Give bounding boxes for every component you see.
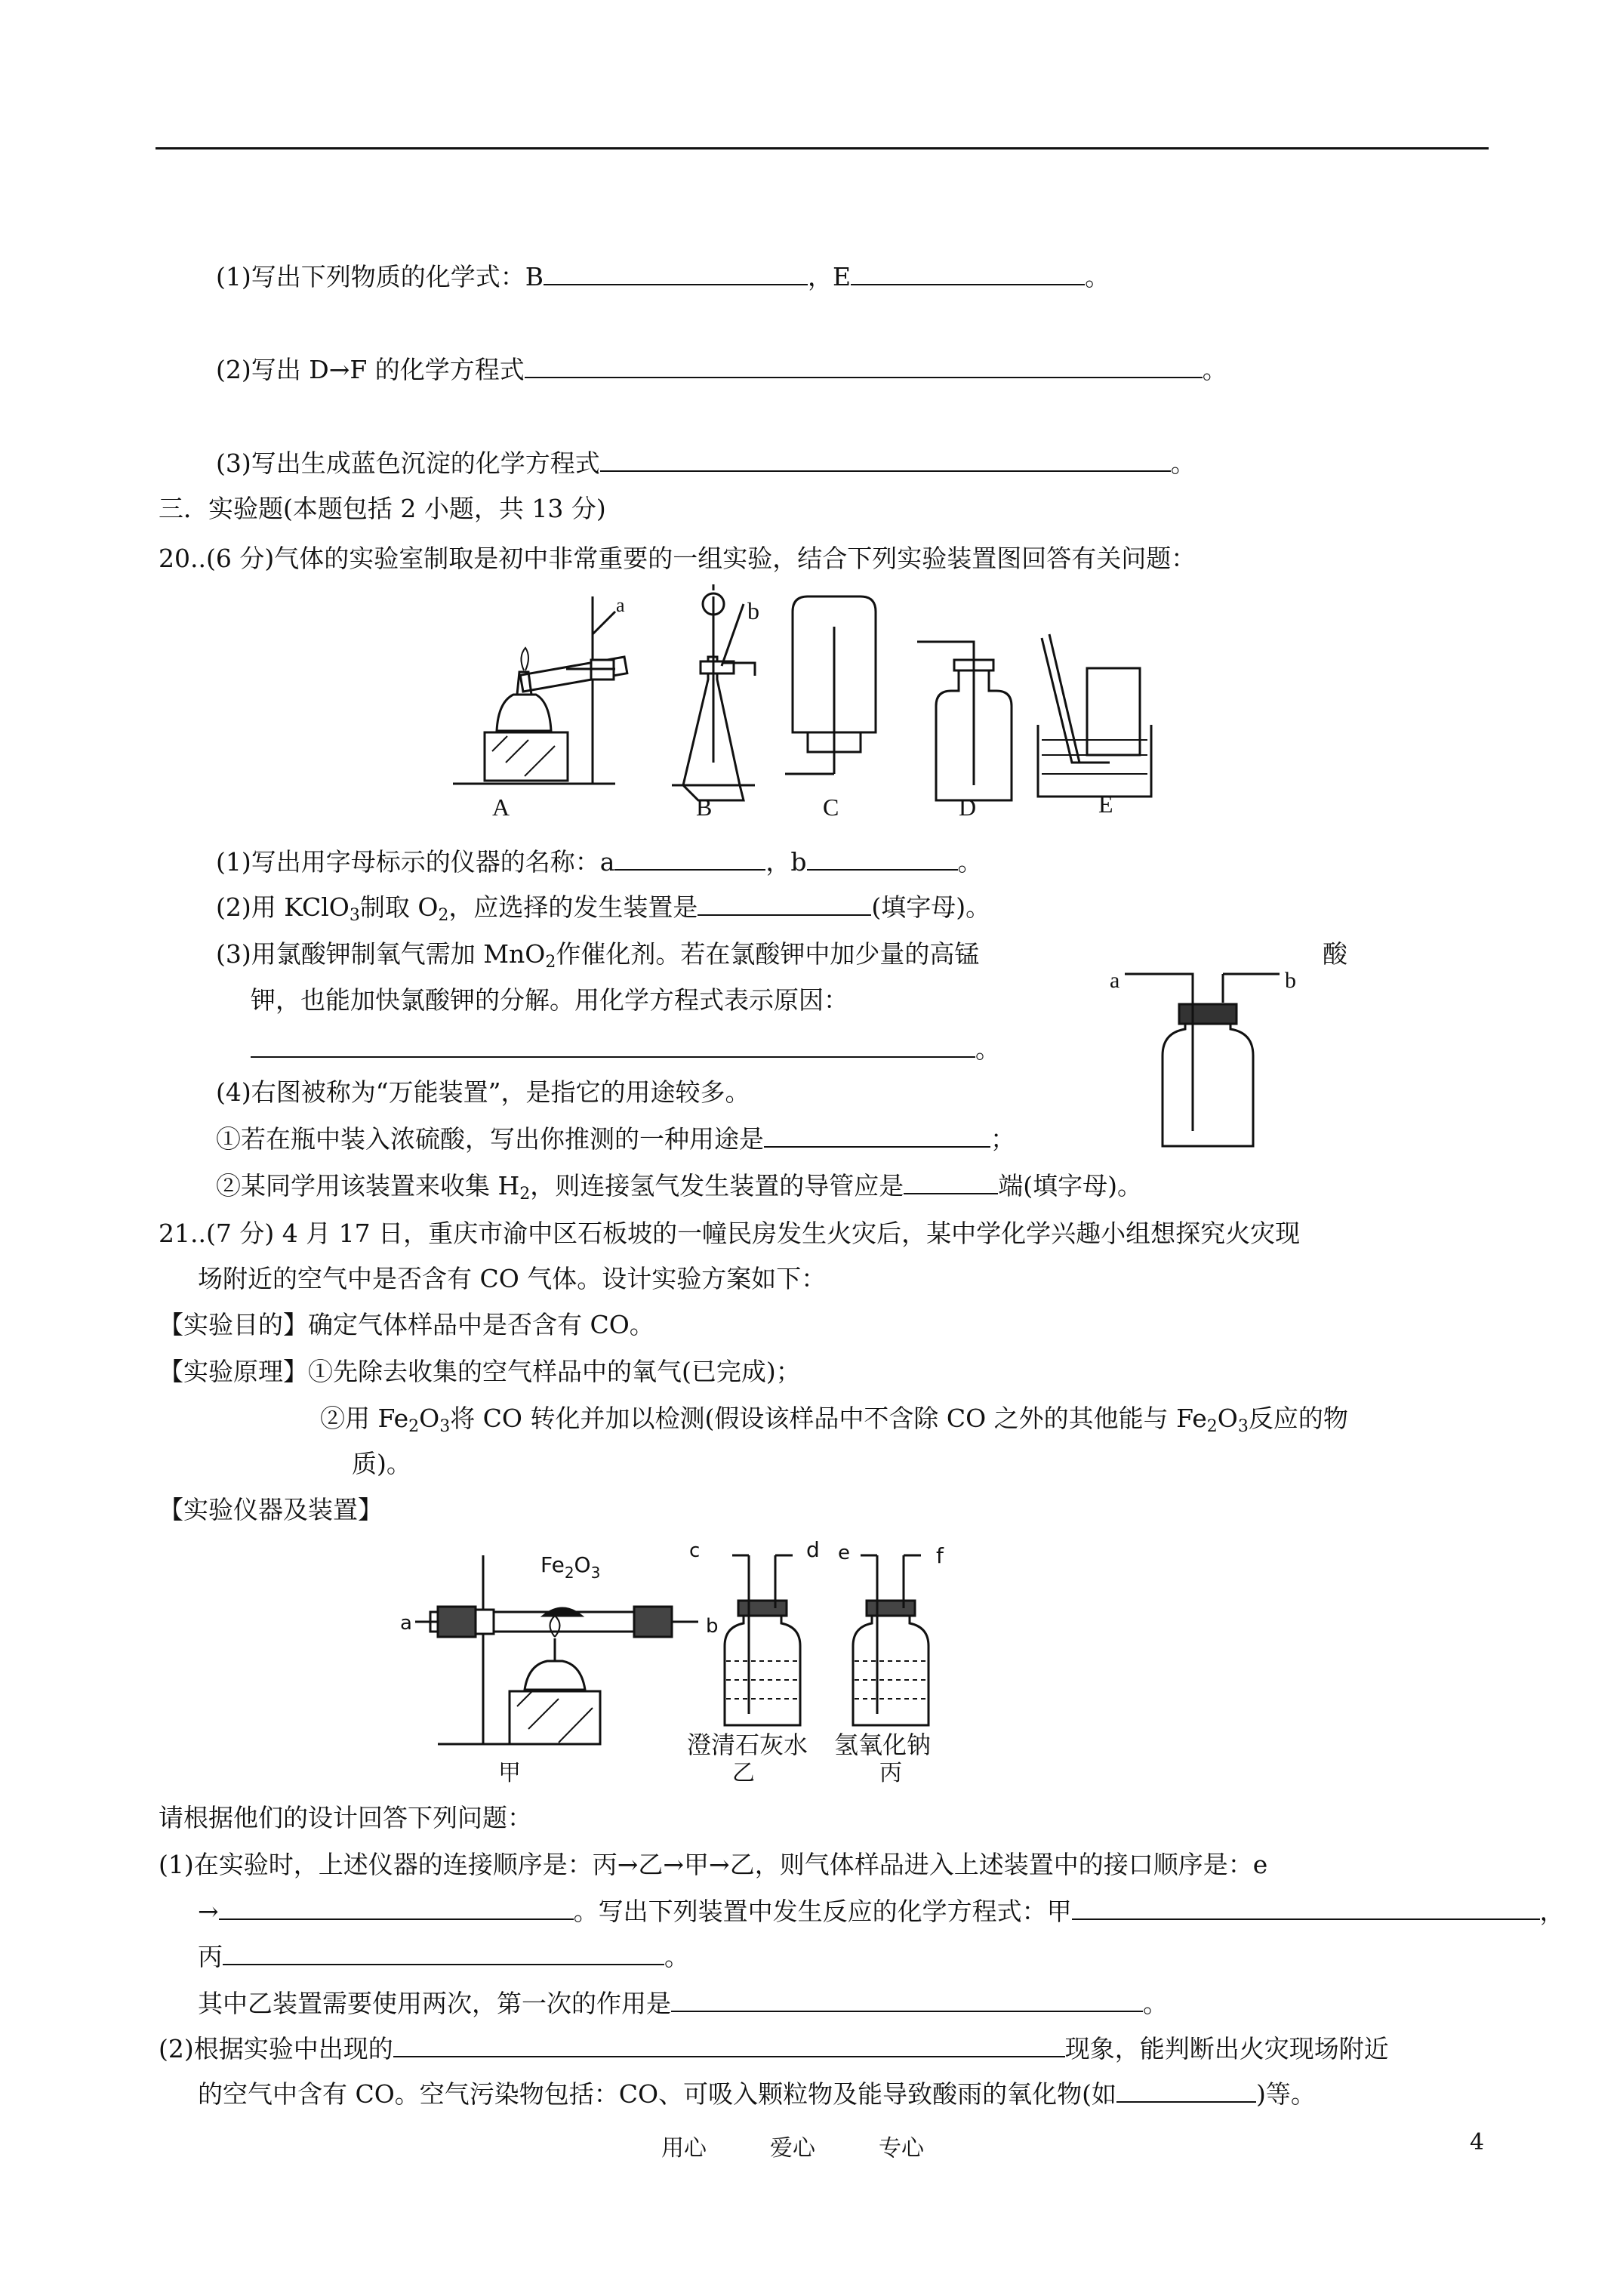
page-number: 4	[1470, 2129, 1485, 2156]
q20-part1: (1)写出用字母标示的仪器的名称：a ，b 。	[216, 847, 983, 877]
q19-part2: (2)写出 D→F 的化学方程式 。	[216, 355, 1227, 384]
q19-part1: (1)写出下列物质的化学式：B ，E 。	[216, 262, 1110, 291]
q21-part1-line4: 其中乙装置需要使用两次，第一次的作用是 。	[198, 1989, 1168, 2018]
label-B: B	[696, 794, 713, 821]
limewater-label: 澄清石灰水	[687, 1730, 808, 1759]
label-yi: 乙	[732, 1760, 755, 1786]
apparatus-b	[672, 584, 755, 800]
bottle-label-a: a	[1110, 968, 1120, 993]
q21-part1-line1: (1)在实验时，上述仪器的连接顺序是：丙→乙→甲→乙，则气体样品进入上述装置中的接口顺序是：e	[159, 1850, 1268, 1879]
label-C: C	[823, 794, 839, 821]
q19-part3: (3)写出生成蓝色沉淀的化学方程式 。	[216, 448, 1196, 478]
apparatus-d	[917, 642, 1012, 800]
apparatus-jia	[415, 1555, 698, 1744]
answer-blank[interactable]	[904, 1170, 998, 1194]
label-c: c	[689, 1540, 701, 1562]
answer-blank[interactable]	[219, 1896, 574, 1920]
footer-motto-1: 用心	[661, 2135, 707, 2162]
q21-principle3: 质)。	[352, 1449, 411, 1478]
footer-motto-2: 爱心	[770, 2135, 815, 2162]
answer-blank[interactable]	[223, 1941, 664, 1965]
answer-blank[interactable]	[671, 1988, 1143, 2012]
q20-part3-line1-end: 酸	[1323, 939, 1347, 969]
apparatus-bing	[853, 1555, 929, 1725]
label-jia: 甲	[498, 1760, 521, 1786]
label-b: b	[747, 597, 759, 624]
label-bing: 丙	[879, 1760, 902, 1786]
label-E: E	[1098, 791, 1113, 818]
q20-part4: (4)右图被称为“万能装置”，是指它的用途较多。	[216, 1077, 750, 1107]
answer-blank[interactable]	[764, 1123, 990, 1148]
q20-part3-line1: (3)用氯酸钾制氧气需加 MnO$_2$作催化剂。若在氯酸钾中加少量的高锰	[216, 939, 980, 972]
header-rule	[156, 147, 1489, 149]
answer-blank[interactable]	[1116, 2079, 1256, 2103]
answer-blank[interactable]	[393, 2033, 1065, 2057]
naoh-label: 氢氧化钠	[834, 1730, 932, 1759]
q21-stem-line1: 21..(7 分) 4 月 17 日，重庆市渝中区石板坡的一幢民房发生火灾后，某中学化学兴趣小组想探究火灾现	[159, 1219, 1301, 1248]
q20-part3-line3: 。	[251, 1033, 1000, 1066]
q21-apparatus-heading: 【实验仪器及装置】	[159, 1495, 383, 1524]
q21-purpose: 【实验目的】确定气体样品中是否含有 CO。	[159, 1310, 654, 1339]
q20-part2: (2)用 KClO$_3$制取 $O_2$，应选择的发生装置是 (填字母)。	[216, 892, 991, 925]
q21-stem-line2: 场附近的空气中是否含有 CO 气体。设计实验方案如下：	[198, 1264, 827, 1293]
apparatus-a	[453, 596, 627, 784]
answer-blank[interactable]	[600, 448, 1171, 472]
label-b: b	[706, 1615, 719, 1638]
apparatus-c	[785, 596, 876, 774]
answer-blank[interactable]	[807, 846, 958, 871]
q21-part1-line3: 丙 。	[198, 1942, 689, 1971]
label-f: f	[936, 1543, 944, 1568]
footer-motto-3: 专心	[879, 2135, 924, 2162]
q21-ask: 请根据他们的设计回答下列问题：	[159, 1803, 532, 1832]
label-e: e	[838, 1542, 850, 1564]
q20-part3-line2: 钾，也能加快氯酸钾的分解。用化学方程式表示原因：	[251, 985, 848, 1015]
q21-part1-line2: → 。写出下列装置中发生反应的化学方程式：甲 ，	[198, 1897, 1565, 1926]
apparatus-e	[1038, 634, 1151, 797]
q21-principle2: ②用 $Fe_2O_3$将 CO 转化并加以检测(假设该样品中不含除 CO 之外的其他能与 $Fe_2O_3$反应的物	[320, 1404, 1348, 1436]
fe2o3-label: $Fe_2O_3$	[540, 1552, 601, 1582]
answer-blank[interactable]	[698, 892, 871, 916]
answer-blank[interactable]	[251, 1034, 975, 1058]
q20-part4b: ②某同学用该装置来收集 $H_2$，则连接氢气发生装置的导管应是 端(填字母)。	[216, 1171, 1143, 1203]
label-a: a	[616, 594, 625, 616]
q21-part2-line2: 的空气中含有 CO。空气污染物包括：CO、可吸入颗粒物及能导致酸雨的氧化物(如 )等。	[198, 2079, 1316, 2109]
answer-blank[interactable]	[525, 354, 1203, 378]
label-d: d	[806, 1540, 820, 1562]
q20-apparatus-figure	[453, 581, 1155, 834]
answer-blank[interactable]	[614, 846, 765, 871]
answer-blank[interactable]	[851, 261, 1085, 285]
q21-principle1: 【实验原理】①先除去收集的空气样品中的氧气(已完成)；	[159, 1357, 801, 1386]
universal-bottle-figure	[1110, 957, 1306, 1154]
q21-part2-line1: (2)根据实验中出现的 现象，能判断出火灾现场附近	[159, 2034, 1389, 2063]
q21-apparatus-figure	[400, 1540, 1019, 1789]
q20-stem: 20..(6 分)气体的实验室制取是初中非常重要的一组实验，结合下列实验装置图回答有关问题：	[159, 544, 1196, 573]
section-heading: 三．实验题(本题包括 2 小题，共 13 分)	[159, 494, 606, 523]
label-D: D	[959, 794, 977, 821]
answer-blank[interactable]	[1072, 1896, 1540, 1920]
apparatus-yi	[725, 1555, 800, 1725]
label-A: A	[492, 794, 510, 821]
answer-blank[interactable]	[544, 261, 808, 285]
label-a: a	[400, 1612, 412, 1635]
q20-part4a: ①若在瓶中装入浓硫酸，写出你推测的一种用途是 ；	[216, 1124, 1015, 1154]
bottle-label-b: b	[1285, 968, 1296, 993]
